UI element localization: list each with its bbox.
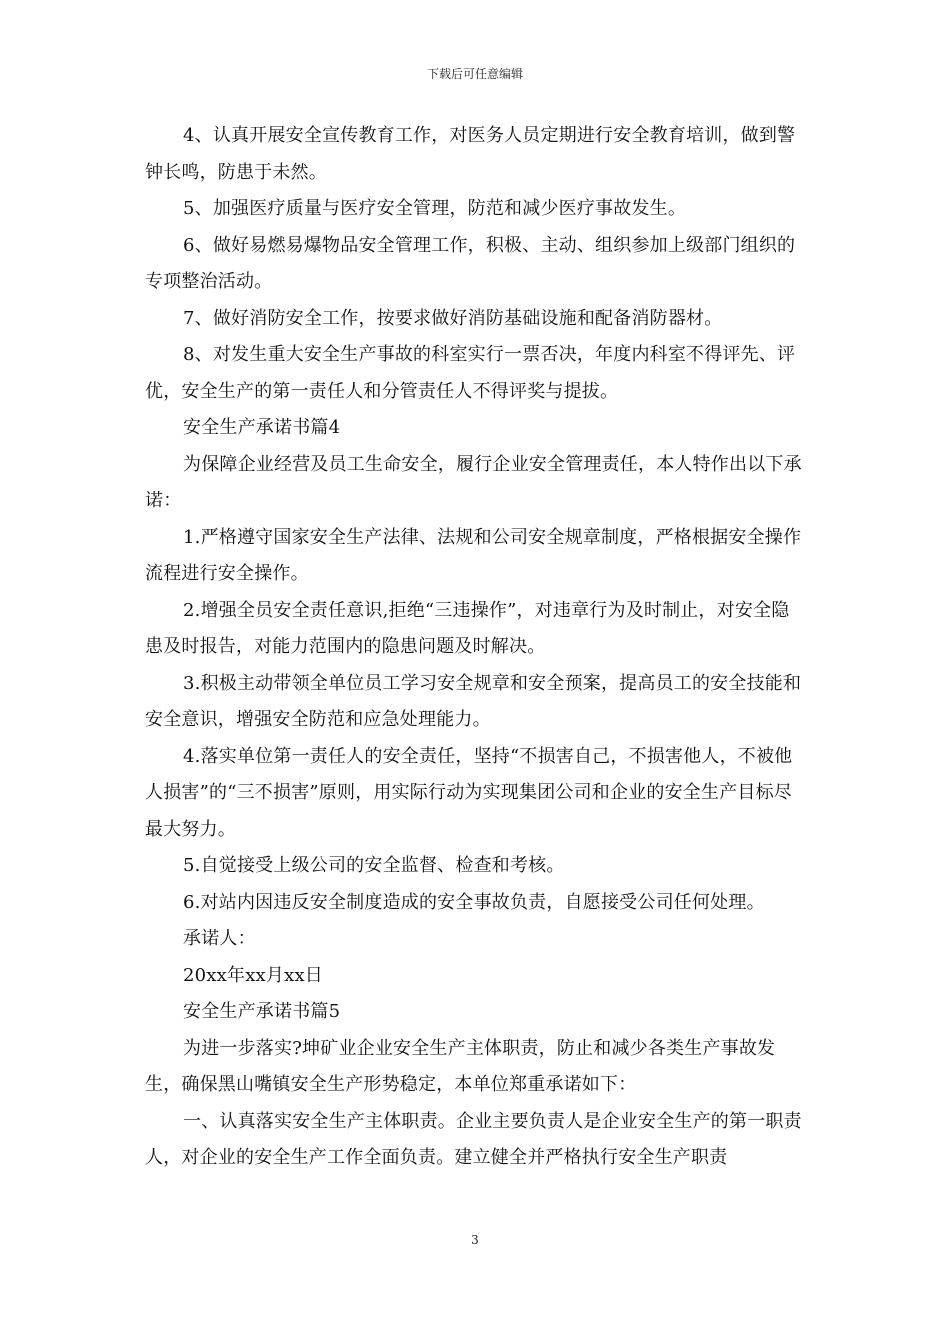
paragraph-item-6: 6、做好易燃易爆物品安全管理工作，积极、主动、组织参加上级部门组织的专项整治活动。	[145, 234, 796, 292]
promise-item-3: 3.积极主动带领全单位员工学习安全规章和安全预案，提高员工的安全技能和安全意识，增强安全防范和应急处理能力。	[145, 672, 802, 730]
paragraph-item-7: 7、做好消防安全工作，按要求做好消防基础设施和配备消防器材。	[183, 307, 723, 329]
promise-item-6: 6.对站内因违反安全制度造成的安全事故负责，自愿接受公司任何处理。	[183, 891, 765, 913]
document-body	[145, 118, 805, 1177]
page-number: 3	[471, 1233, 479, 1247]
section-5-intro: 为进一步落实?坤矿业企业安全生产主体职责，防止和减少各类生产事故发生，确保黑山嘴镇安全生产形势稳定，本单位郑重承诺如下：	[145, 1037, 776, 1095]
page-header: 下载后可任意编辑	[426, 67, 523, 81]
promise-item-1: 1.严格遵守国家安全生产法律、法规和公司安全规章制度，严格根据安全操作流程进行安全操作。	[145, 526, 802, 584]
section-5-item-1: 一、认真落实安全生产主体职责。企业主要负责人是企业安全生产的第一职责人，对企业的安全生产工作全面负责。建立健全并严格执行安全生产职责	[145, 1110, 802, 1168]
promise-item-4: 4.落实单位第一责任人的安全责任，坚持“不损害自己，不损害他人，不被他人损害”的“三不损害”原则，用实际行动为实现集团公司和企业的安全生产目标尽最大努力。	[145, 745, 793, 840]
date-line: 20xx年xx月xx日	[183, 964, 324, 986]
paragraph-item-5: 5、加强医疗质量与医疗安全管理，防范和减少医疗事故发生。	[183, 198, 687, 219]
promise-item-5: 5.自觉接受上级公司的安全监督、检查和考核。	[183, 855, 565, 876]
signatory-label: 承诺人：	[183, 928, 256, 949]
section-4-intro: 为保障企业经营及员工生命安全，履行企业安全管理责任，本人特作出以下承诺：	[145, 453, 802, 511]
section-heading-5: 安全生产承诺书篇5	[183, 1001, 341, 1022]
paragraph-item-8: 8、对发生重大安全生产事故的科室实行一票否决，年度内科室不得评先、评优，安全生产的第一责任人和分管责任人不得评奖与提拔。	[145, 344, 796, 402]
paragraph-item-4: 4、认真开展安全宣传教育工作，对医务人员定期进行安全教育培训，做到警钟长鸣，防患于未然。	[145, 125, 796, 183]
promise-item-2: 2.增强全员安全责任意识,拒绝“三违操作”，对违章行为及时制止，对安全隐患及时报告，对能力范围内的隐患问题及时解决。	[145, 599, 790, 657]
section-heading-4: 安全生产承诺书篇4	[183, 417, 341, 438]
